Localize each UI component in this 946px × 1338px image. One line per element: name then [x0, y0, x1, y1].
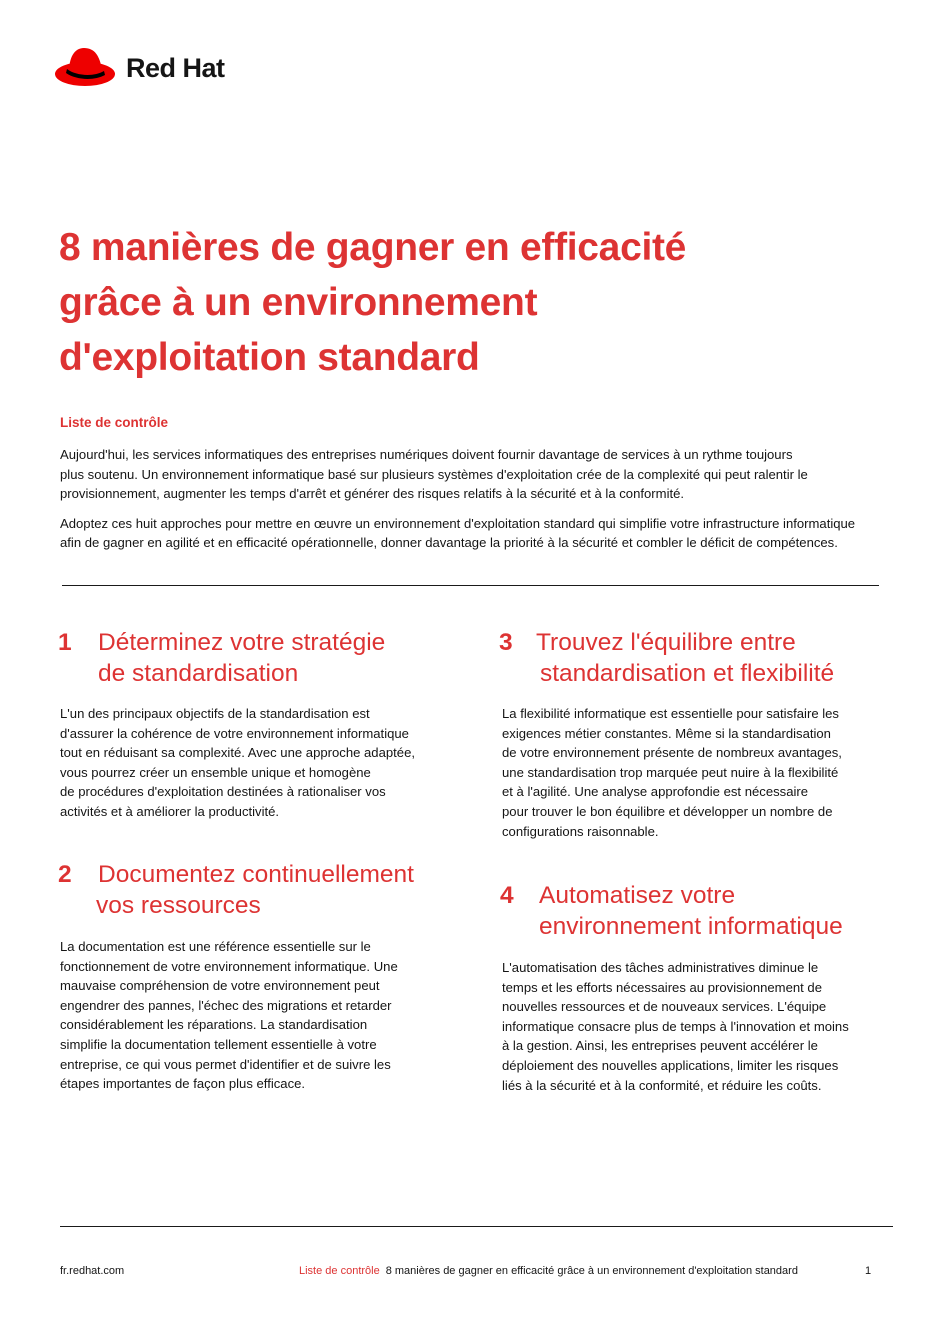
footer-doc-type: Liste de contrôle	[299, 1265, 380, 1277]
section-heading	[500, 880, 910, 942]
text-line: déploiement des nouvelles applications, limiter les risques	[502, 1057, 839, 1073]
section-body	[58, 704, 458, 822]
text-line: considérablement les réparations. La standardisation	[60, 1017, 368, 1033]
section-4	[500, 880, 910, 1095]
text-line: une standardisation trop marquée peut nuire à la flexibilité	[502, 764, 839, 780]
footer-divider	[60, 1226, 893, 1227]
section-title	[499, 627, 899, 689]
section-heading	[58, 627, 458, 689]
section-body	[500, 958, 910, 1095]
section-1	[58, 627, 458, 822]
text-line: fonctionnement de votre environnement informatique. Une	[60, 958, 398, 974]
section-heading	[499, 627, 899, 689]
text-line: L'un des principaux objectifs de la standardisation est	[60, 706, 370, 721]
section-body	[58, 937, 468, 1094]
section-number: 4	[500, 882, 514, 909]
text-line: mauvaise compréhension de votre environnement peut	[60, 978, 380, 994]
section-number: 2	[58, 861, 72, 888]
section-number: 1	[58, 629, 72, 656]
text-line: L'automatisation des tâches administratives diminue le	[502, 960, 819, 975]
title-line: Automatisez votre	[539, 882, 736, 909]
section-title	[58, 627, 458, 689]
title-line: environnement informatique	[539, 913, 843, 940]
section-heading	[58, 859, 468, 921]
text-line: La documentation est une référence essentielle sur le	[60, 939, 371, 954]
text-line: plus soutenu. Un environnement informatique basé sur plusieurs systèmes d'exploitation crée de la complexité qui peut ralentir le	[60, 466, 808, 482]
text-line: à la gestion. Ainsi, les entreprises peuvent accélérer le	[502, 1038, 818, 1054]
text-line: de votre environnement présente de nombreux avantages,	[502, 745, 842, 761]
text-line: provisionnement, augmenter les temps d'arrêt et générer des risques relatifs à la sécurité et à la conformité.	[60, 486, 685, 502]
text-line: tout en réduisant sa complexité. Avec une approche adaptée,	[60, 745, 415, 761]
text-line: informatique consacre plus de temps à l'innovation et moins	[502, 1018, 849, 1034]
text-line: d'assurer la cohérence de votre environnement informatique	[60, 725, 409, 741]
title-line: Trouvez l'équilibre entre	[536, 629, 796, 656]
page-number: 1	[865, 1265, 872, 1277]
red-hat-logo	[54, 43, 225, 91]
text-line: temps et les efforts nécessaires au provisionnement de	[502, 979, 822, 995]
footer-doc-title: 8 manières de gagner en efficacité grâce à un environnement d'exploitation standard	[385, 1265, 798, 1277]
section-number: 3	[499, 629, 513, 656]
section-title	[58, 859, 468, 921]
text-line: exigences métier constantes. Même si la standardisation	[502, 725, 831, 741]
text-line: nouvelles ressources et de nouveaux services. L'équipe	[502, 999, 827, 1015]
text-line: La flexibilité informatique est essentielle pour satisfaire les	[502, 706, 839, 721]
logo-wordmark: Red Hat	[126, 52, 225, 83]
text-line: simplifie la documentation tellement essentielle à votre	[60, 1036, 377, 1052]
section-2	[58, 859, 468, 1094]
document-type-label: Liste de contrôle	[60, 415, 169, 430]
title-line: d'exploitation standard	[59, 336, 480, 379]
text-line: entreprise, ce qui vous permet d'identifier et de suivre les	[60, 1056, 391, 1072]
intro-text	[60, 445, 900, 563]
intro-paragraph-1	[60, 445, 900, 504]
text-line: pour trouver le bon équilibre et développer un nombre de	[502, 803, 833, 819]
text-line: activités et à améliorer la productivité.	[60, 803, 280, 819]
red-hat-fedora-icon	[54, 43, 117, 91]
text-line: liés à la sécurité et à la conformité, et réduire les coûts.	[502, 1077, 822, 1093]
section-body	[499, 704, 899, 841]
title-line: 8 manières de gagner en efficacité	[59, 226, 687, 269]
footer-document-title	[299, 1265, 798, 1277]
text-line: étapes importantes de façon plus efficace.	[60, 1076, 306, 1092]
text-line: afin de gagner en agilité et en efficacité opérationnelle, donner davantage la priorité à la sécurité et combler le déficit de compétences.	[60, 535, 838, 551]
title-line: Déterminez votre stratégie	[98, 629, 386, 656]
text-line: et à l'agilité. Une analyse approfondie est nécessaire	[502, 784, 809, 800]
intro-paragraph-2	[60, 514, 900, 553]
footer-url[interactable]: fr.redhat.com	[60, 1265, 125, 1277]
divider	[62, 585, 879, 586]
text-line: Adoptez ces huit approches pour mettre en œuvre un environnement d'exploitation standard qui simplifie votre infrastructure informatique	[60, 515, 856, 531]
text-line: engendrer des pannes, l'échec des migrations et retarder	[60, 997, 392, 1013]
text-line: de procédures d'exploitation destinées à rationaliser vos	[60, 784, 386, 800]
title-line: standardisation et flexibilité	[540, 660, 835, 687]
title-line: de standardisation	[98, 660, 299, 687]
page-title	[59, 220, 879, 385]
text-line: configurations raisonnable.	[502, 823, 659, 839]
section-title	[500, 880, 910, 942]
title-line: vos ressources	[96, 892, 261, 919]
text-line: vous pourrez créer un ensemble unique et homogène	[60, 764, 371, 780]
text-line: Aujourd'hui, les services informatiques des entreprises numériques doivent fournir davantage de services à un rythme toujours	[60, 447, 793, 462]
title-line: grâce à un environnement	[59, 281, 538, 324]
title-line: Documentez continuellement	[98, 861, 414, 888]
section-3	[499, 627, 899, 841]
